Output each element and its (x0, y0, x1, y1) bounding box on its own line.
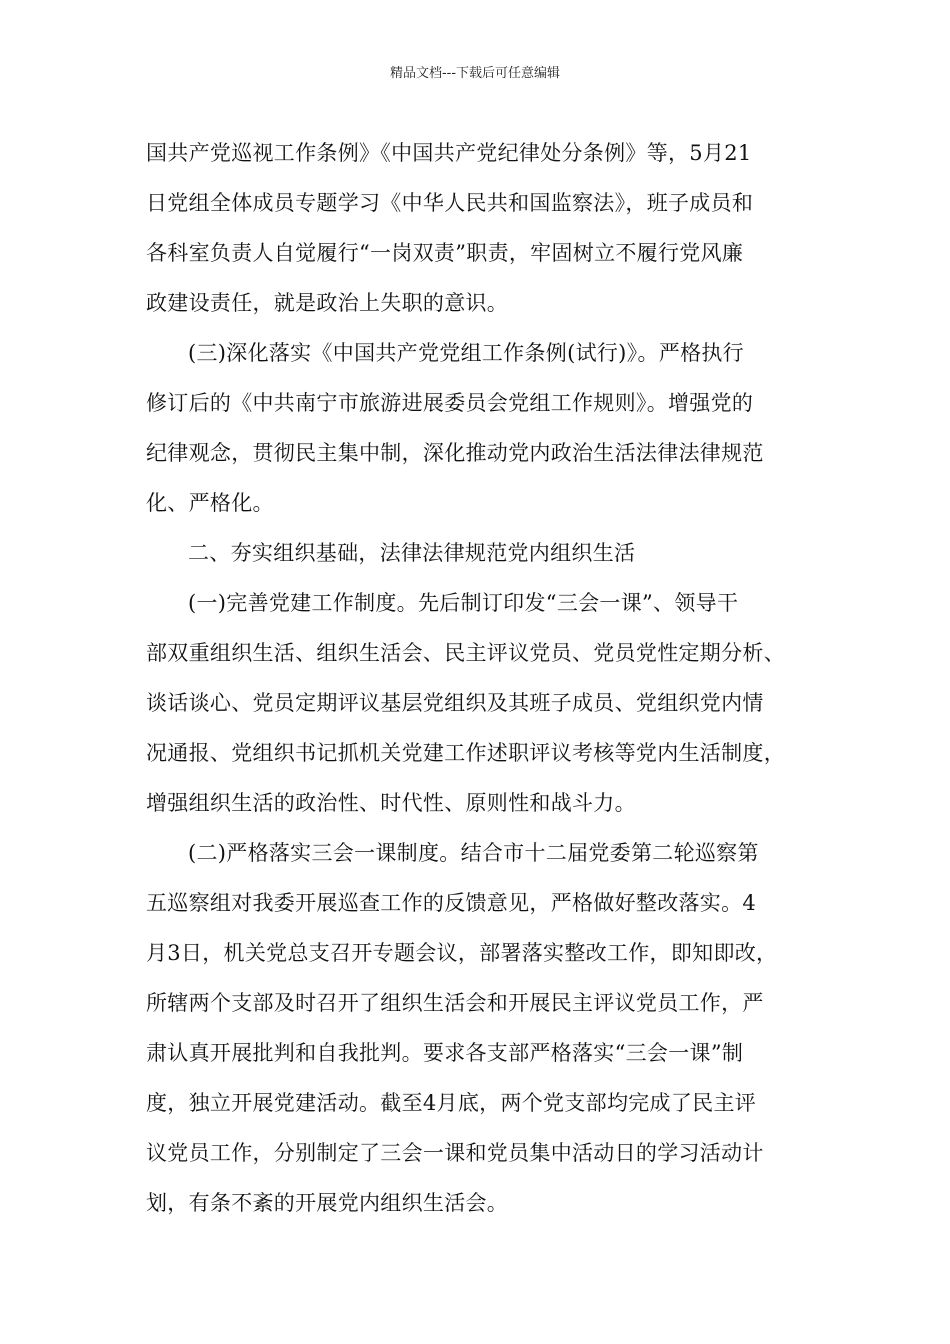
paragraph-start-line: (一)完善党建工作制度。先后制订印发“三会一课”、领导干 (188, 591, 739, 615)
section-heading: 二、夯实组织基础，法律法律规范党内组织生活 (188, 541, 636, 565)
text-line: 部双重组织生活、组织生活会、民主评议党员、党员党性定期分析、 (146, 641, 785, 665)
text-line: 谈话谈心、党员定期评议基层党组织及其班子成员、党组织党内情 (146, 691, 764, 715)
text-line: 肃认真开展批判和自我批判。要求各支部严格落实“三会一课”制 (146, 1041, 744, 1065)
paragraph-start-line: (二)严格落实三会一课制度。结合市十二届党委第二轮巡察第 (188, 841, 759, 865)
text-line: 日党组全体成员专题学习《中华人民共和国监察法》，班子成员和 (146, 191, 754, 215)
text-line: 增强组织生活的政治性、时代性、原则性和战斗力。 (146, 791, 636, 815)
text-line: 度，独立开展党建活动。截至4月底，两个党支部均完成了民主评 (146, 1091, 757, 1115)
document-body (146, 128, 806, 1228)
text-line: 化、严格化。 (146, 491, 274, 515)
text-line: 议党员工作，分别制定了三会一课和党员集中活动日的学习活动计 (146, 1141, 764, 1165)
text-line: 国共产党巡视工作条例》《中国共产党纪律处分条例》等，5月21 (146, 141, 752, 165)
text-line: 所辖两个支部及时召开了组织生活会和开展民主评议党员工作，严 (146, 991, 764, 1015)
paragraph-start-line: (三)深化落实《中国共产党党组工作条例(试行)》。严格执行 (188, 341, 744, 365)
page-header: 精品文档---下载后可任意编辑 (389, 66, 561, 81)
text-line: 况通报、党组织书记抓机关党建工作述职评议考核等党内生活制度， (146, 741, 785, 765)
text-line: 划，有条不紊的开展党内组织生活会。 (146, 1191, 509, 1215)
text-line: 各科室负责人自觉履行“一岗双责”职责，牢固树立不履行党风廉 (146, 241, 744, 265)
text-line: 五巡察组对我委开展巡查工作的反馈意见，严格做好整改落实。4 (146, 891, 757, 915)
text-line: 纪律观念，贯彻民主集中制，深化推动党内政治生活法律法律规范 (146, 441, 764, 465)
text-line: 月3日，机关党总支召开专题会议，部署落实整改工作，即知即改， (146, 941, 778, 965)
text-line: 修订后的《中共南宁市旅游进展委员会党组工作规则》。增强党的 (146, 391, 754, 415)
text-line: 政建设责任，就是政治上失职的意识。 (146, 291, 509, 315)
